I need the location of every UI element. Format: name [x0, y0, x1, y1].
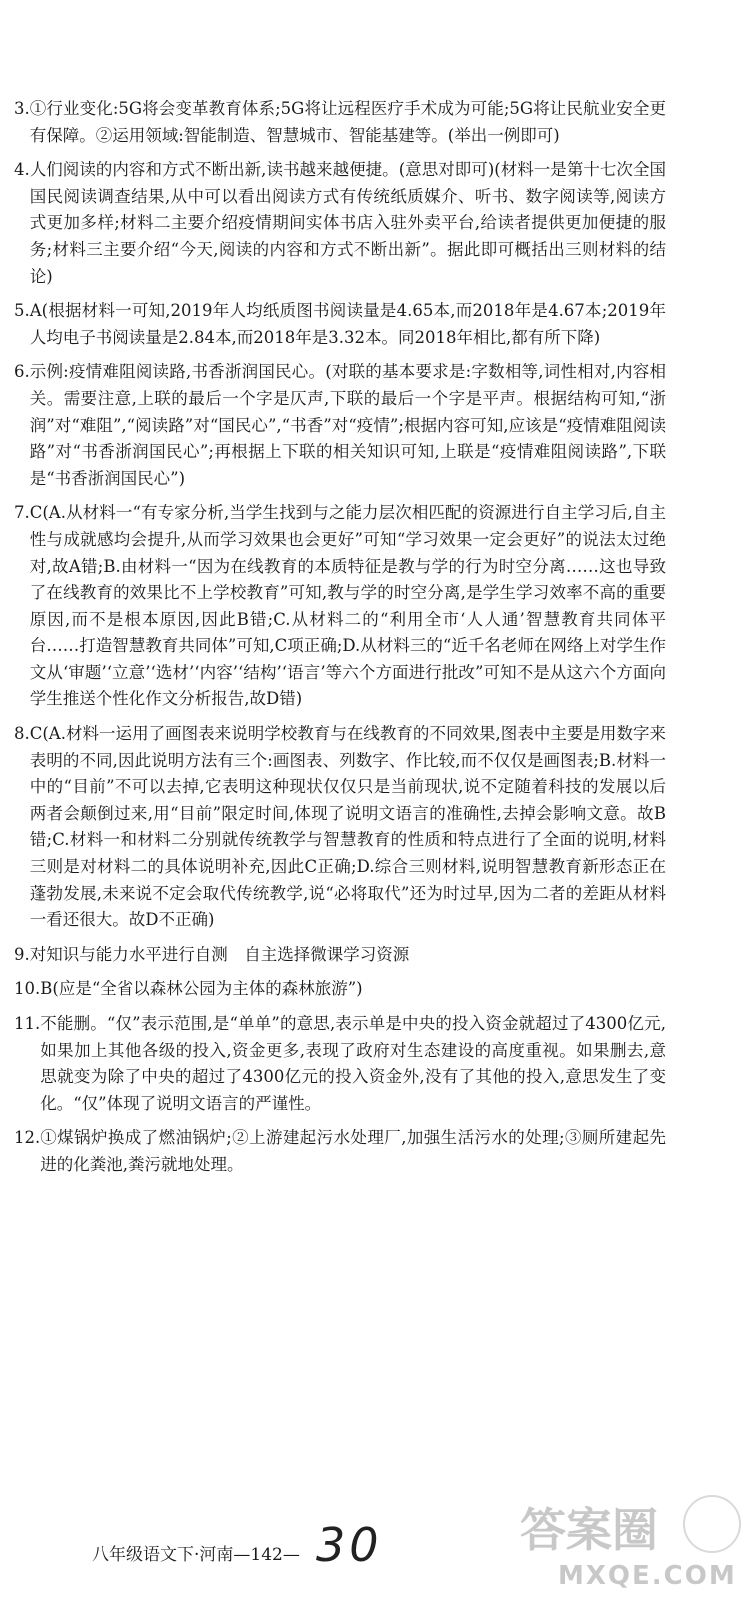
answer-text: C(A.从材料一“有专家分析,当学生找到与之能力层次相匹配的资源进行自主学习后,自主性与成就感均会提升,从而学习效果也会更好”可知“学习效果一定会更好”的说法太过绝对,故A错;B.由材料一“因为在线教育的本质特征是教与学的行为时空分离……这也导致了在线教育的效果比不上学校教育”可知,教与学的时空分离,是学生学习效率不高的重要原因,而不是根本原因,因此B错;C.从材料二的“利用全市‘人人通’智慧教育共同体平台……打造智慧教育共同体”可知,C项正确;D.从材料三的“近千名老师在网络上对学生作文从‘审题’‘立意’‘选材’‘内容’‘结构’‘语言’等六个方面进行批改”可知不是从这六个方面向学生推送个性化作文分析报告,故D错) [29, 503, 666, 709]
answer-number: 8. [14, 724, 30, 744]
answer-number: 10. [14, 979, 41, 999]
answer-text: ①行业变化:5G将会变革教育体系;5G将让远程医疗手术成为可能;5G将让民航业安全更有保障。②运用领域:智能制造、智慧城市、智能基建等。(举出一例即可) [29, 99, 666, 145]
answer-number: 6. [14, 362, 30, 382]
answer-number: 11. [14, 1014, 41, 1033]
answer-item-6 [14, 359, 666, 492]
answer-item-7 [14, 500, 666, 713]
answer-text: ①煤锅炉换成了燃油锅炉;②上游建起污水处理厂,加强生活污水的处理;③厕所建起先进的化粪池,粪污就地处理。 [40, 1128, 666, 1174]
answer-text: A(根据材料一可知,2019年人均纸质图书阅读量是4.65本,而2018年是4.67本;2019年人均电子书阅读量是2.84本,而2018年是3.32本。同2018年相比,都有所下降) [29, 301, 666, 347]
answer-item-5 [14, 298, 666, 351]
answer-text: C(A.材料一运用了画图表来说明学校教育与在线教育的不同效果,图表中主要是用数字来表明的不同,因此说明方法有三个:画图表、列数字、作比较,而不仅仅是画图表;B.材料一中的“目前”不可以去掉,它表明这种现状仅仅只是当前现状,说不定随着科技的发展以后两者会颠倒过来,用“目前”限定时间,体现了说明文语言的准确性,去掉会影响文意。故B错;C.材料一和材料二分别就传统教学与智慧教育的性质和特点进行了全面的说明,材料三则是对材料二的具体说明补充,因此C正确;D.综合三则材料,说明智慧教育新形态正在蓬勃发展,未来说不定会取代传统教学,说“必将取代”还为时过早,因为二者的差距从材料一看还很大。故D不正确) [29, 724, 666, 930]
answer-number: 4. [14, 160, 30, 180]
watermark-title: 答案圈 [520, 1503, 658, 1557]
watermark-logo [512, 1490, 744, 1594]
answer-number: 7. [14, 503, 30, 523]
answer-item-9 [14, 942, 666, 969]
page-footer: 八年级语文下·河南—142— [92, 1545, 300, 1565]
answer-list [14, 96, 666, 1187]
watermark-circle-icon [684, 1496, 740, 1552]
handwritten-mark: 30 [316, 1518, 383, 1572]
answer-item-8 [14, 721, 666, 934]
answer-number: 12. [14, 1128, 41, 1148]
answer-item-11 [14, 1011, 666, 1117]
answer-text: B(应是“全省以森林公园为主体的森林旅游”) [40, 979, 363, 999]
answer-number: 5. [14, 301, 30, 321]
answer-text: 示例:疫情难阻阅读路,书香浙润国民心。(对联的基本要求是:字数相等,词性相对,内容相关。需要注意,上联的最后一个字是仄声,下联的最后一个字是平声。根据结构可知,“浙润”对“难阻”,“阅读路”对“国民心”,“书香”对“疫情”;根据内容可知,应该是“疫情难阻阅读路”对“书香浙润国民心”;再根据上下联的相关知识可知,上联是“疫情难阻阅读路”,下联是“书香浙润国民心”) [29, 362, 666, 488]
answer-text: 不能删。“仅”表示范围,是“单单”的意思,表示单是中央的投入资金就超过了4300亿元,如果加上其他各级的投入,资金更多,表现了政府对生态建设的高度重视。如果删去,意思就变为除了中央的超过了4300亿元的投入资金外,没有了其他的投入,意思发生了变化。“仅”体现了说明文语言的严谨性。 [40, 1014, 666, 1113]
watermark-url: MXQE.COM [558, 1561, 737, 1591]
answer-item-4 [14, 157, 666, 290]
answer-text: 对知识与能力水平进行自测 自主选择微课学习资源 [29, 944, 410, 964]
answer-item-3 [14, 96, 666, 149]
answer-item-10 [14, 976, 666, 1003]
answer-number: 3. [14, 99, 30, 118]
answer-number: 9. [14, 944, 30, 964]
answer-text: 人们阅读的内容和方式不断出新,读书越来越便捷。(意思对即可)(材料一是第十七次全国国民阅读调查结果,从中可以看出阅读方式有传统纸质媒介、听书、数字阅读等,阅读方式更加多样;材料二主要介绍疫情期间实体书店入驻外卖平台,给读者提供更加便捷的服务;材料三主要介绍“今天,阅读的内容和方式不断出新”。据此即可概括出三则材料的结论) [29, 160, 666, 286]
answer-item-12 [14, 1125, 666, 1178]
